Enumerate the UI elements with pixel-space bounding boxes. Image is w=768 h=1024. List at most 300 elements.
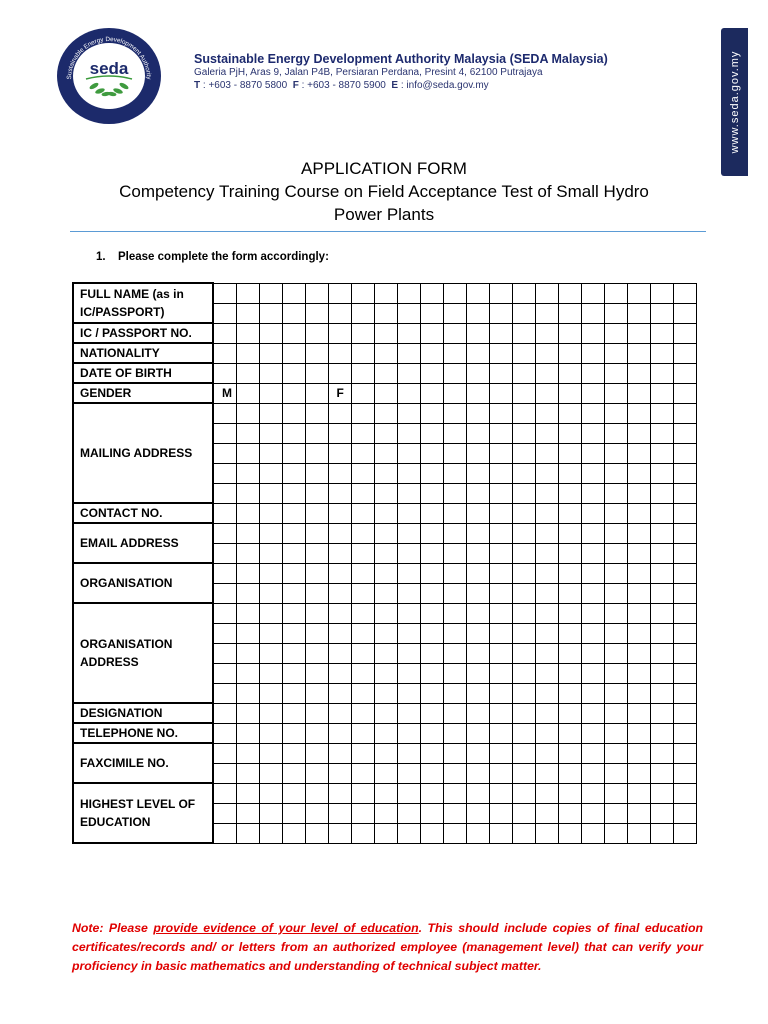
- input-cell[interactable]: [213, 303, 236, 323]
- input-cell[interactable]: [420, 603, 443, 623]
- input-cell[interactable]: [282, 763, 305, 783]
- input-cell[interactable]: [673, 543, 696, 563]
- input-cell[interactable]: [558, 463, 581, 483]
- input-cell[interactable]: [420, 363, 443, 383]
- input-cell[interactable]: [558, 403, 581, 423]
- input-cell[interactable]: [627, 543, 650, 563]
- input-cell[interactable]: [558, 483, 581, 503]
- input-cell[interactable]: [650, 543, 673, 563]
- input-cell[interactable]: [512, 463, 535, 483]
- input-cell[interactable]: [420, 523, 443, 543]
- input-cell[interactable]: [397, 323, 420, 343]
- input-cell[interactable]: [535, 403, 558, 423]
- input-cell[interactable]: [305, 823, 328, 843]
- input-cell[interactable]: [604, 723, 627, 743]
- input-cell[interactable]: [673, 383, 696, 403]
- input-cell[interactable]: [420, 723, 443, 743]
- input-cell[interactable]: [466, 683, 489, 703]
- input-cell[interactable]: [259, 623, 282, 643]
- input-cell[interactable]: [650, 743, 673, 763]
- input-cell[interactable]: [259, 603, 282, 623]
- input-cell[interactable]: [236, 803, 259, 823]
- input-cell[interactable]: [420, 683, 443, 703]
- input-cell[interactable]: [351, 643, 374, 663]
- input-cell[interactable]: [489, 783, 512, 803]
- input-cell[interactable]: [397, 623, 420, 643]
- input-cell[interactable]: [259, 363, 282, 383]
- input-cell[interactable]: [512, 603, 535, 623]
- input-cell[interactable]: [512, 483, 535, 503]
- input-cell[interactable]: [650, 723, 673, 743]
- input-cell[interactable]: [558, 383, 581, 403]
- input-cell[interactable]: [282, 743, 305, 763]
- input-cell[interactable]: [259, 303, 282, 323]
- input-cell[interactable]: [236, 823, 259, 843]
- input-cell[interactable]: [236, 643, 259, 663]
- input-cell[interactable]: [650, 363, 673, 383]
- input-cell[interactable]: [328, 663, 351, 683]
- input-cell[interactable]: [466, 803, 489, 823]
- input-cell[interactable]: [650, 343, 673, 363]
- input-cell[interactable]: [466, 583, 489, 603]
- input-cell[interactable]: [443, 643, 466, 663]
- gender-male-box[interactable]: M: [213, 383, 236, 403]
- input-cell[interactable]: [512, 703, 535, 723]
- input-cell[interactable]: [282, 523, 305, 543]
- input-cell[interactable]: [673, 743, 696, 763]
- input-cell[interactable]: [489, 723, 512, 743]
- input-cell[interactable]: [604, 603, 627, 623]
- input-cell[interactable]: [535, 463, 558, 483]
- input-cell[interactable]: [397, 443, 420, 463]
- input-cell[interactable]: [282, 643, 305, 663]
- input-cell[interactable]: [351, 463, 374, 483]
- input-cell[interactable]: [512, 443, 535, 463]
- input-cell[interactable]: [512, 743, 535, 763]
- input-cell[interactable]: [259, 383, 282, 403]
- input-cell[interactable]: [650, 523, 673, 543]
- input-cell[interactable]: [650, 443, 673, 463]
- input-cell[interactable]: [627, 663, 650, 683]
- input-cell[interactable]: [236, 363, 259, 383]
- input-cell[interactable]: [305, 403, 328, 423]
- input-cell[interactable]: [213, 343, 236, 363]
- input-cell[interactable]: [604, 383, 627, 403]
- input-cell[interactable]: [673, 763, 696, 783]
- input-cell[interactable]: [236, 723, 259, 743]
- input-cell[interactable]: [420, 383, 443, 403]
- input-cell[interactable]: [282, 663, 305, 683]
- input-cell[interactable]: [259, 783, 282, 803]
- input-cell[interactable]: [466, 423, 489, 443]
- input-cell[interactable]: [374, 623, 397, 643]
- input-cell[interactable]: [443, 523, 466, 543]
- input-cell[interactable]: [581, 423, 604, 443]
- input-cell[interactable]: [489, 663, 512, 683]
- input-cell[interactable]: [420, 483, 443, 503]
- input-cell[interactable]: [443, 563, 466, 583]
- input-cell[interactable]: [489, 443, 512, 463]
- input-cell[interactable]: [627, 343, 650, 363]
- input-cell[interactable]: [236, 383, 259, 403]
- input-cell[interactable]: [236, 563, 259, 583]
- input-cell[interactable]: [512, 823, 535, 843]
- input-cell[interactable]: [213, 683, 236, 703]
- input-cell[interactable]: [374, 563, 397, 583]
- input-cell[interactable]: [351, 423, 374, 443]
- input-cell[interactable]: [673, 723, 696, 743]
- input-cell[interactable]: [627, 443, 650, 463]
- input-cell[interactable]: [558, 763, 581, 783]
- input-cell[interactable]: [604, 703, 627, 723]
- input-cell[interactable]: [443, 463, 466, 483]
- input-cell[interactable]: [236, 443, 259, 463]
- input-cell[interactable]: [351, 523, 374, 543]
- input-cell[interactable]: [558, 543, 581, 563]
- input-cell[interactable]: [259, 403, 282, 423]
- input-cell[interactable]: [673, 663, 696, 683]
- input-cell[interactable]: [443, 343, 466, 363]
- input-cell[interactable]: [374, 503, 397, 523]
- input-cell[interactable]: [443, 603, 466, 623]
- input-cell[interactable]: [535, 523, 558, 543]
- input-cell[interactable]: [397, 643, 420, 663]
- input-cell[interactable]: [351, 823, 374, 843]
- input-cell[interactable]: [305, 663, 328, 683]
- input-cell[interactable]: [512, 283, 535, 303]
- input-cell[interactable]: [466, 303, 489, 323]
- input-cell[interactable]: [259, 483, 282, 503]
- input-cell[interactable]: [328, 743, 351, 763]
- input-cell[interactable]: [374, 303, 397, 323]
- input-cell[interactable]: [581, 563, 604, 583]
- input-cell[interactable]: [466, 523, 489, 543]
- input-cell[interactable]: [236, 663, 259, 683]
- input-cell[interactable]: [397, 763, 420, 783]
- input-cell[interactable]: [305, 423, 328, 443]
- input-cell[interactable]: [535, 563, 558, 583]
- input-cell[interactable]: [374, 523, 397, 543]
- input-cell[interactable]: [397, 283, 420, 303]
- input-cell[interactable]: [259, 823, 282, 843]
- input-cell[interactable]: [489, 383, 512, 403]
- input-cell[interactable]: [374, 823, 397, 843]
- input-cell[interactable]: [305, 763, 328, 783]
- input-cell[interactable]: [374, 343, 397, 363]
- input-cell[interactable]: [305, 563, 328, 583]
- input-cell[interactable]: [489, 543, 512, 563]
- input-cell[interactable]: [328, 563, 351, 583]
- input-cell[interactable]: [604, 283, 627, 303]
- input-cell[interactable]: [627, 623, 650, 643]
- input-cell[interactable]: [466, 323, 489, 343]
- input-cell[interactable]: [420, 563, 443, 583]
- input-cell[interactable]: [558, 283, 581, 303]
- input-cell[interactable]: [213, 823, 236, 843]
- input-cell[interactable]: [443, 583, 466, 603]
- input-cell[interactable]: [581, 643, 604, 663]
- input-cell[interactable]: [397, 423, 420, 443]
- input-cell[interactable]: [558, 583, 581, 603]
- input-cell[interactable]: [581, 763, 604, 783]
- input-cell[interactable]: [282, 503, 305, 523]
- input-cell[interactable]: [397, 483, 420, 503]
- input-cell[interactable]: [259, 763, 282, 783]
- input-cell[interactable]: [328, 303, 351, 323]
- input-cell[interactable]: [489, 683, 512, 703]
- input-cell[interactable]: [466, 463, 489, 483]
- input-cell[interactable]: [489, 703, 512, 723]
- input-cell[interactable]: [259, 423, 282, 443]
- input-cell[interactable]: [581, 783, 604, 803]
- input-cell[interactable]: [466, 283, 489, 303]
- input-cell[interactable]: [627, 803, 650, 823]
- input-cell[interactable]: [328, 443, 351, 463]
- input-cell[interactable]: [351, 283, 374, 303]
- input-cell[interactable]: [236, 603, 259, 623]
- input-cell[interactable]: [259, 523, 282, 543]
- input-cell[interactable]: [351, 703, 374, 723]
- input-cell[interactable]: [282, 323, 305, 343]
- input-cell[interactable]: [374, 743, 397, 763]
- input-cell[interactable]: [627, 683, 650, 703]
- input-cell[interactable]: [397, 383, 420, 403]
- input-cell[interactable]: [213, 423, 236, 443]
- input-cell[interactable]: [673, 803, 696, 823]
- input-cell[interactable]: [558, 643, 581, 663]
- input-cell[interactable]: [328, 403, 351, 423]
- input-cell[interactable]: [535, 323, 558, 343]
- input-cell[interactable]: [213, 803, 236, 823]
- input-cell[interactable]: [443, 743, 466, 763]
- input-cell[interactable]: [305, 323, 328, 343]
- input-cell[interactable]: [305, 283, 328, 303]
- input-cell[interactable]: [236, 703, 259, 723]
- input-cell[interactable]: [489, 563, 512, 583]
- input-cell[interactable]: [443, 803, 466, 823]
- input-cell[interactable]: [489, 303, 512, 323]
- input-cell[interactable]: [443, 543, 466, 563]
- input-cell[interactable]: [650, 303, 673, 323]
- input-cell[interactable]: [328, 763, 351, 783]
- input-cell[interactable]: [351, 563, 374, 583]
- input-cell[interactable]: [397, 563, 420, 583]
- input-cell[interactable]: [259, 543, 282, 563]
- input-cell[interactable]: [443, 683, 466, 703]
- input-cell[interactable]: [328, 823, 351, 843]
- input-cell[interactable]: [374, 663, 397, 683]
- input-cell[interactable]: [512, 403, 535, 423]
- input-cell[interactable]: [259, 343, 282, 363]
- input-cell[interactable]: [489, 603, 512, 623]
- input-cell[interactable]: [351, 723, 374, 743]
- input-cell[interactable]: [282, 443, 305, 463]
- input-cell[interactable]: [305, 503, 328, 523]
- input-cell[interactable]: [489, 283, 512, 303]
- input-cell[interactable]: [581, 483, 604, 503]
- input-cell[interactable]: [420, 283, 443, 303]
- input-cell[interactable]: [443, 703, 466, 723]
- input-cell[interactable]: [581, 383, 604, 403]
- input-cell[interactable]: [351, 323, 374, 343]
- input-cell[interactable]: [673, 443, 696, 463]
- input-cell[interactable]: [328, 623, 351, 643]
- input-cell[interactable]: [305, 483, 328, 503]
- input-cell[interactable]: [305, 523, 328, 543]
- input-cell[interactable]: [351, 443, 374, 463]
- input-cell[interactable]: [604, 503, 627, 523]
- input-cell[interactable]: [512, 763, 535, 783]
- input-cell[interactable]: [650, 823, 673, 843]
- input-cell[interactable]: [558, 563, 581, 583]
- input-cell[interactable]: [558, 743, 581, 763]
- input-cell[interactable]: [512, 783, 535, 803]
- input-cell[interactable]: [673, 823, 696, 843]
- input-cell[interactable]: [259, 803, 282, 823]
- input-cell[interactable]: [351, 683, 374, 703]
- input-cell[interactable]: [236, 303, 259, 323]
- input-cell[interactable]: [650, 563, 673, 583]
- input-cell[interactable]: [213, 523, 236, 543]
- input-cell[interactable]: [604, 343, 627, 363]
- input-cell[interactable]: [535, 823, 558, 843]
- input-cell[interactable]: [374, 383, 397, 403]
- input-cell[interactable]: [351, 603, 374, 623]
- input-cell[interactable]: [673, 423, 696, 443]
- input-cell[interactable]: [604, 423, 627, 443]
- input-cell[interactable]: [650, 583, 673, 603]
- input-cell[interactable]: [443, 763, 466, 783]
- input-cell[interactable]: [420, 543, 443, 563]
- input-cell[interactable]: [489, 643, 512, 663]
- input-cell[interactable]: [328, 363, 351, 383]
- input-cell[interactable]: [627, 743, 650, 763]
- input-cell[interactable]: [627, 503, 650, 523]
- input-cell[interactable]: [397, 743, 420, 763]
- input-cell[interactable]: [581, 683, 604, 703]
- input-cell[interactable]: [351, 583, 374, 603]
- input-cell[interactable]: [282, 283, 305, 303]
- input-cell[interactable]: [328, 603, 351, 623]
- input-cell[interactable]: [627, 643, 650, 663]
- input-cell[interactable]: [489, 523, 512, 543]
- input-cell[interactable]: [236, 783, 259, 803]
- input-cell[interactable]: [420, 823, 443, 843]
- input-cell[interactable]: [374, 283, 397, 303]
- input-cell[interactable]: [604, 583, 627, 603]
- input-cell[interactable]: [558, 523, 581, 543]
- input-cell[interactable]: [535, 423, 558, 443]
- input-cell[interactable]: [213, 283, 236, 303]
- input-cell[interactable]: [650, 703, 673, 723]
- input-cell[interactable]: [535, 603, 558, 623]
- input-cell[interactable]: [627, 463, 650, 483]
- input-cell[interactable]: [604, 443, 627, 463]
- input-cell[interactable]: [374, 543, 397, 563]
- input-cell[interactable]: [558, 363, 581, 383]
- input-cell[interactable]: [443, 783, 466, 803]
- input-cell[interactable]: [535, 723, 558, 743]
- input-cell[interactable]: [213, 363, 236, 383]
- input-cell[interactable]: [673, 523, 696, 543]
- input-cell[interactable]: [673, 303, 696, 323]
- input-cell[interactable]: [236, 463, 259, 483]
- input-cell[interactable]: [489, 803, 512, 823]
- input-cell[interactable]: [558, 303, 581, 323]
- input-cell[interactable]: [489, 583, 512, 603]
- input-cell[interactable]: [259, 503, 282, 523]
- input-cell[interactable]: [443, 383, 466, 403]
- input-cell[interactable]: [282, 363, 305, 383]
- input-cell[interactable]: [236, 583, 259, 603]
- input-cell[interactable]: [236, 323, 259, 343]
- input-cell[interactable]: [489, 743, 512, 763]
- input-cell[interactable]: [604, 683, 627, 703]
- input-cell[interactable]: [374, 603, 397, 623]
- input-cell[interactable]: [627, 583, 650, 603]
- input-cell[interactable]: [673, 783, 696, 803]
- input-cell[interactable]: [397, 703, 420, 723]
- input-cell[interactable]: [305, 543, 328, 563]
- input-cell[interactable]: [351, 363, 374, 383]
- input-cell[interactable]: [512, 303, 535, 323]
- input-cell[interactable]: [466, 543, 489, 563]
- input-cell[interactable]: [604, 323, 627, 343]
- input-cell[interactable]: [604, 763, 627, 783]
- input-cell[interactable]: [627, 563, 650, 583]
- input-cell[interactable]: [581, 583, 604, 603]
- input-cell[interactable]: [259, 663, 282, 683]
- input-cell[interactable]: [650, 403, 673, 423]
- input-cell[interactable]: [650, 283, 673, 303]
- input-cell[interactable]: [581, 743, 604, 763]
- input-cell[interactable]: [512, 323, 535, 343]
- input-cell[interactable]: [213, 703, 236, 723]
- input-cell[interactable]: [535, 623, 558, 643]
- input-cell[interactable]: [443, 503, 466, 523]
- input-cell[interactable]: [512, 723, 535, 743]
- input-cell[interactable]: [305, 783, 328, 803]
- input-cell[interactable]: [627, 423, 650, 443]
- input-cell[interactable]: [374, 783, 397, 803]
- input-cell[interactable]: [259, 583, 282, 603]
- input-cell[interactable]: [604, 523, 627, 543]
- input-cell[interactable]: [627, 363, 650, 383]
- input-cell[interactable]: [305, 723, 328, 743]
- input-cell[interactable]: [236, 743, 259, 763]
- input-cell[interactable]: [558, 663, 581, 683]
- input-cell[interactable]: [604, 403, 627, 423]
- input-cell[interactable]: [213, 323, 236, 343]
- input-cell[interactable]: [282, 463, 305, 483]
- input-cell[interactable]: [535, 303, 558, 323]
- input-cell[interactable]: [673, 343, 696, 363]
- input-cell[interactable]: [213, 643, 236, 663]
- input-cell[interactable]: [604, 463, 627, 483]
- input-cell[interactable]: [535, 663, 558, 683]
- input-cell[interactable]: [328, 323, 351, 343]
- input-cell[interactable]: [236, 283, 259, 303]
- input-cell[interactable]: [627, 383, 650, 403]
- input-cell[interactable]: [351, 303, 374, 323]
- input-cell[interactable]: [650, 483, 673, 503]
- input-cell[interactable]: [604, 783, 627, 803]
- input-cell[interactable]: [673, 563, 696, 583]
- input-cell[interactable]: [397, 403, 420, 423]
- input-cell[interactable]: [535, 343, 558, 363]
- input-cell[interactable]: [466, 643, 489, 663]
- input-cell[interactable]: [535, 763, 558, 783]
